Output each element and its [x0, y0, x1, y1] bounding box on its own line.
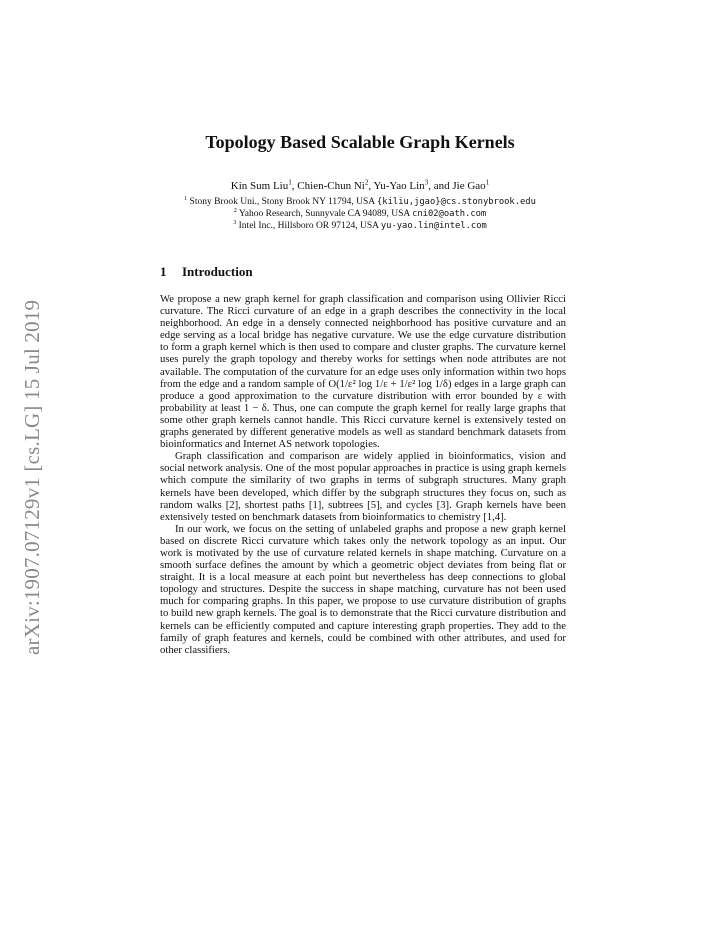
author-name: Kin Sum Liu	[230, 180, 289, 192]
affil-text: Intel Inc., Hillsboro OR 97124, USA	[238, 221, 379, 231]
affiliations	[0, 196, 720, 232]
paragraph: In our work, we focus on the setting of unlabeled graphs and propose a new graph kernel based on discrete Ricci curvature which takes only the network topology as an input. Our work is motivated by the use of curvature related kernels in shape matching. Curvature on a smooth surface defines the amount by which a geometric object deviates from being flat or straight. It is a local measure at each point but nevertheless has deep connections to global topology and structures. Despite the success in shape matching, curvature has not been used much for comparing graphs. In this paper, we propose to use curvature distribution of graphs to build new graph kernels. The goal is to demonstrate that the Ricci curvature distribution and kernels can be efficiently computed and capture interesting graph properties. They add to the family of graph features and kernels, could be combined with other attributes, and used for other classifiers.	[160, 522, 566, 656]
affil-mark: 2	[233, 207, 237, 214]
affil-email[interactable]: {kiliu,jgao}@cs.stonybrook.edu	[377, 197, 536, 207]
affiliation-line	[0, 220, 720, 232]
author-name: Yu-Yao Lin	[373, 180, 425, 192]
paragraph: Graph classification and comparison are widely applied in bioinformatics, vision and social network analysis. One of the most popular approaches in practice is using graph kernels which compute the similarity of two graphs in terms of subgraph structures. Many graph kernels have been developed, which differ by the subgraph structures they focus on, such as random walks [2], shortest paths [1], subtrees [5], and cycles [3]. Graph kernels have been extensively tested on benchmark datasets from bioinformatics to chemistry [1,4].	[160, 450, 566, 523]
section-heading	[160, 264, 253, 280]
affil-email[interactable]: yu-yao.lin@intel.com	[380, 221, 487, 231]
author-list: Kin Sum Liu$^1$, Chien-Chun Ni$^2$, Yu-Yao Lin$^3$, and Jie Gao$^1$	[230, 178, 490, 192]
arxiv-identifier: arXiv:1907.07129v1 [cs.LG] 15 Jul 2019	[20, 299, 44, 655]
author-affil-mark: 1	[288, 178, 292, 187]
affil-text: Stony Brook Uni., Stony Brook NY 11794, USA	[189, 197, 375, 207]
affil-mark: 3	[233, 219, 237, 226]
author-affil-mark: 1	[485, 178, 490, 187]
author-affil-mark: 2	[364, 178, 369, 187]
author-name: Jie Gao	[452, 180, 486, 192]
paper-title: Topology Based Scalable Graph Kernels	[205, 132, 515, 152]
author-name: Chien-Chun Ni	[297, 180, 365, 192]
affil-text: Yahoo Research, Sunnyvale CA 94089, USA	[238, 209, 410, 219]
affiliation-line	[0, 208, 720, 220]
author-affil-mark: 3	[424, 178, 429, 187]
paragraph: We propose a new graph kernel for graph classification and comparison using Ollivier Ricci curvature. The Ricci curvature of an edge in a graph describes the connectivity in the local neighborhood. An edge in a densely connected neighborhood has positive curvature and an edge serving as a local bridge has negative curvature. We use the edge curvature distribution to form a graph kernel which is then used to compare and cluster graphs. The curvature kernel uses purely the graph topology and thereby works for settings when node attributes are not available. The computation of the curvature for an edge uses only information within two hops from the edge and a random sample of O(1/ε² log 1/ε + 1/ε² log 1/δ) edges in a large graph can produce a good approximation to the curvature distribution with error bounded by ε with probability at least 1 − δ. Thus, one can compute the graph kernel for really large graphs that some other graph kernels cannot handle. This Ricci curvature kernel is extensively tested on graphs generated by different generative models as well as standard benchmark datasets from bioinformatics and Internet AS network topologies.	[160, 293, 566, 451]
affiliation-line	[0, 196, 720, 208]
section-number: 1	[160, 264, 167, 279]
affil-email[interactable]: cni02@oath.com	[412, 209, 487, 219]
body-text	[160, 293, 566, 656]
section-title: Introduction	[182, 264, 253, 279]
affil-mark: 1	[184, 195, 188, 202]
